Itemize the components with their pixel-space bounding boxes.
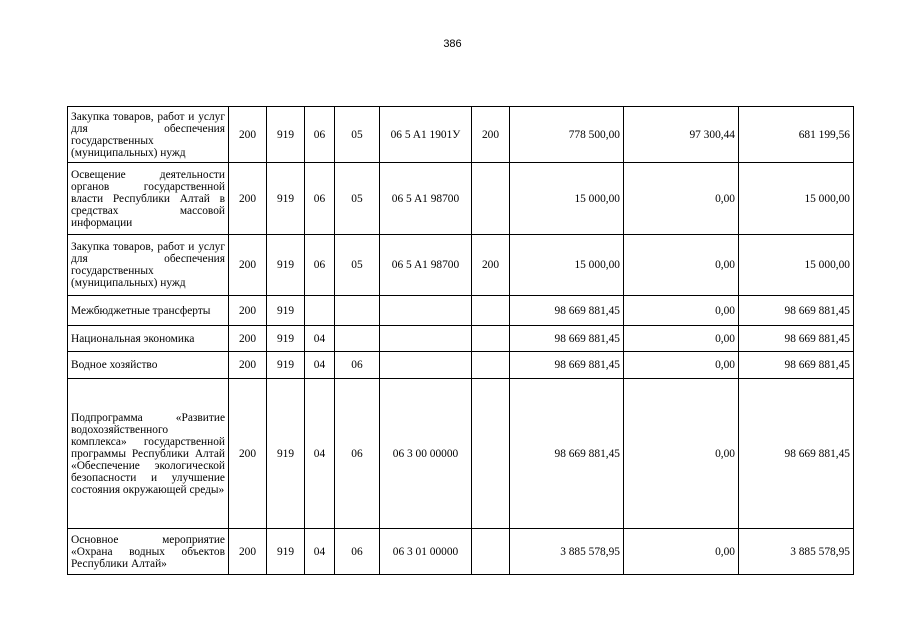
section-code: 06 xyxy=(305,107,335,163)
table-row xyxy=(68,529,854,575)
approved-amount: 98 669 881,45 xyxy=(510,326,624,352)
section-code xyxy=(305,296,335,326)
subsection-code: 05 xyxy=(335,235,380,296)
section-code: 06 xyxy=(305,163,335,235)
target-article: 06 3 01 00000 xyxy=(380,529,472,575)
approved-amount: 98 669 881,45 xyxy=(510,352,624,379)
table-row xyxy=(68,379,854,529)
ministry-code: 919 xyxy=(267,352,305,379)
executed-amount: 0,00 xyxy=(624,296,739,326)
target-article xyxy=(380,326,472,352)
row-name: Подпрограмма «Развитие водохозяйственного комплекса» государственной программы Республики Алтай «Обеспечение экологической безопасности и улучшение состояния окружающей среды» xyxy=(68,379,229,529)
approved-amount: 778 500,00 xyxy=(510,107,624,163)
executed-amount: 0,00 xyxy=(624,352,739,379)
row-name: Основное мероприятие «Охрана водных объектов Республики Алтай» xyxy=(68,529,229,575)
remaining-amount: 3 885 578,95 xyxy=(739,529,854,575)
expense-type xyxy=(472,529,510,575)
expense-type xyxy=(472,352,510,379)
remaining-amount: 15 000,00 xyxy=(739,163,854,235)
expense-type xyxy=(472,296,510,326)
row-name: Освещение деятельности органов государственной власти Республики Алтай в средствах массовой информации xyxy=(68,163,229,235)
executed-amount: 0,00 xyxy=(624,235,739,296)
approved-amount: 98 669 881,45 xyxy=(510,296,624,326)
table-row xyxy=(68,326,854,352)
table-row xyxy=(68,235,854,296)
executed-amount: 0,00 xyxy=(624,529,739,575)
ministry-code: 919 xyxy=(267,107,305,163)
remaining-amount: 98 669 881,45 xyxy=(739,296,854,326)
approved-amount: 3 885 578,95 xyxy=(510,529,624,575)
ministry-code: 919 xyxy=(267,326,305,352)
subsection-code: 06 xyxy=(335,379,380,529)
remaining-amount: 98 669 881,45 xyxy=(739,352,854,379)
row-name: Закупка товаров, работ и услуг для обеспечения государственных (муниципальных) нужд xyxy=(68,107,229,163)
admin-code: 200 xyxy=(229,529,267,575)
executed-amount: 0,00 xyxy=(624,326,739,352)
target-article xyxy=(380,296,472,326)
approved-amount: 98 669 881,45 xyxy=(510,379,624,529)
subsection-code xyxy=(335,326,380,352)
admin-code: 200 xyxy=(229,352,267,379)
ministry-code: 919 xyxy=(267,163,305,235)
expense-type xyxy=(472,326,510,352)
target-article: 06 5 A1 98700 xyxy=(380,163,472,235)
approved-amount: 15 000,00 xyxy=(510,163,624,235)
admin-code: 200 xyxy=(229,107,267,163)
table-row xyxy=(68,296,854,326)
row-name: Водное хозяйство xyxy=(68,352,229,379)
target-article: 06 5 A1 98700 xyxy=(380,235,472,296)
approved-amount: 15 000,00 xyxy=(510,235,624,296)
subsection-code: 06 xyxy=(335,529,380,575)
expense-type xyxy=(472,163,510,235)
budget-table xyxy=(67,106,854,575)
ministry-code: 919 xyxy=(267,529,305,575)
section-code: 04 xyxy=(305,379,335,529)
subsection-code: 06 xyxy=(335,352,380,379)
admin-code: 200 xyxy=(229,326,267,352)
row-name: Межбюджетные трансферты xyxy=(68,296,229,326)
remaining-amount: 98 669 881,45 xyxy=(739,326,854,352)
table-row xyxy=(68,107,854,163)
executed-amount: 97 300,44 xyxy=(624,107,739,163)
ministry-code: 919 xyxy=(267,235,305,296)
admin-code: 200 xyxy=(229,296,267,326)
remaining-amount: 98 669 881,45 xyxy=(739,379,854,529)
section-code: 06 xyxy=(305,235,335,296)
expense-type: 200 xyxy=(472,107,510,163)
ministry-code: 919 xyxy=(267,296,305,326)
expense-type: 200 xyxy=(472,235,510,296)
executed-amount: 0,00 xyxy=(624,163,739,235)
table-row xyxy=(68,163,854,235)
row-name: Национальная экономика xyxy=(68,326,229,352)
admin-code: 200 xyxy=(229,379,267,529)
section-code: 04 xyxy=(305,326,335,352)
section-code: 04 xyxy=(305,529,335,575)
row-name: Закупка товаров, работ и услуг для обеспечения государственных (муниципальных) нужд xyxy=(68,235,229,296)
expense-type xyxy=(472,379,510,529)
page-number: 386 xyxy=(443,38,462,50)
table-row xyxy=(68,352,854,379)
admin-code: 200 xyxy=(229,163,267,235)
subsection-code: 05 xyxy=(335,163,380,235)
ministry-code: 919 xyxy=(267,379,305,529)
remaining-amount: 681 199,56 xyxy=(739,107,854,163)
subsection-code xyxy=(335,296,380,326)
section-code: 04 xyxy=(305,352,335,379)
target-article: 06 3 00 00000 xyxy=(380,379,472,529)
subsection-code: 05 xyxy=(335,107,380,163)
admin-code: 200 xyxy=(229,235,267,296)
target-article: 06 5 A1 1901У xyxy=(380,107,472,163)
executed-amount: 0,00 xyxy=(624,379,739,529)
remaining-amount: 15 000,00 xyxy=(739,235,854,296)
target-article xyxy=(380,352,472,379)
